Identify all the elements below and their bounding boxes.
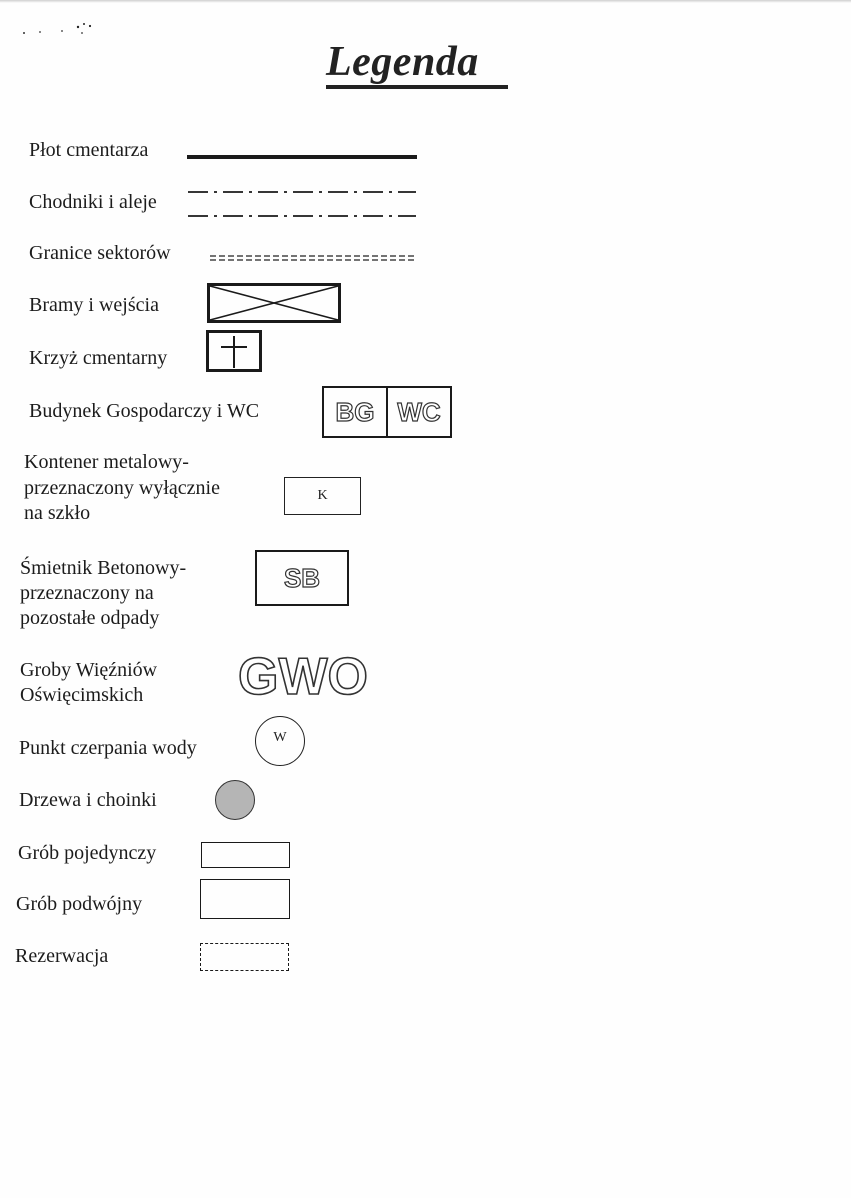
label-sector-borders: Granice sektorów [29,242,171,264]
label-trees: Drzewa i choinki [19,789,157,811]
label-building: Budynek Gospodarczy i WC [29,400,260,422]
label-container-3: na szkło [24,502,91,524]
tree-symbol [215,780,255,820]
label-cross: Krzyż cmentarny [29,347,168,369]
label-gates: Bramy i wejścia [29,294,159,316]
building-wc-cell [388,388,450,436]
container-symbol: K [284,477,361,515]
label-prisoner-graves-2: Oświęcimskich [20,684,144,706]
label-double-grave: Grób podwójny [16,893,143,915]
prisoner-graves-symbol: GWO [238,648,368,706]
label-bin-3: pozostałe odpady [20,607,160,629]
label-single-grave: Grób pojedynczy [18,842,157,864]
building-wc-text: WC [397,396,441,427]
label-paths: Chodniki i aleje [29,191,157,213]
building-symbol [322,386,452,438]
label-bin-1: Śmietnik Betonowy- [20,557,187,579]
scan-specks [0,0,120,40]
label-prisoner-graves-1: Groby Więźniów [20,659,158,681]
water-point-symbol: W [255,716,305,766]
gate-symbol [207,283,341,323]
bin-symbol [255,550,349,606]
label-container-1: Kontener metalowy- [24,451,189,473]
title-underline [326,85,508,89]
label-water-point: Punkt czerpania wody [19,737,197,759]
fence-line-symbol [186,152,418,162]
scan-edge [0,0,851,3]
building-bg-text: BG [335,396,375,427]
label-reservation: Rezerwacja [15,945,109,967]
double-grave-symbol [200,879,290,919]
cross-symbol [206,330,262,372]
reservation-symbol [200,943,289,971]
building-bg-cell [324,388,388,436]
bin-symbol-text: SB [283,562,321,593]
single-grave-symbol [201,842,290,868]
sector-border-symbol [208,252,418,264]
label-fence: Płot cmentarza [29,139,149,161]
paths-dashdot-symbol [186,186,418,220]
label-bin-2: przeznaczony na [20,582,154,604]
label-container-2: przeznaczony wyłącznie [24,477,220,499]
legend-title: Legenda [326,39,479,85]
